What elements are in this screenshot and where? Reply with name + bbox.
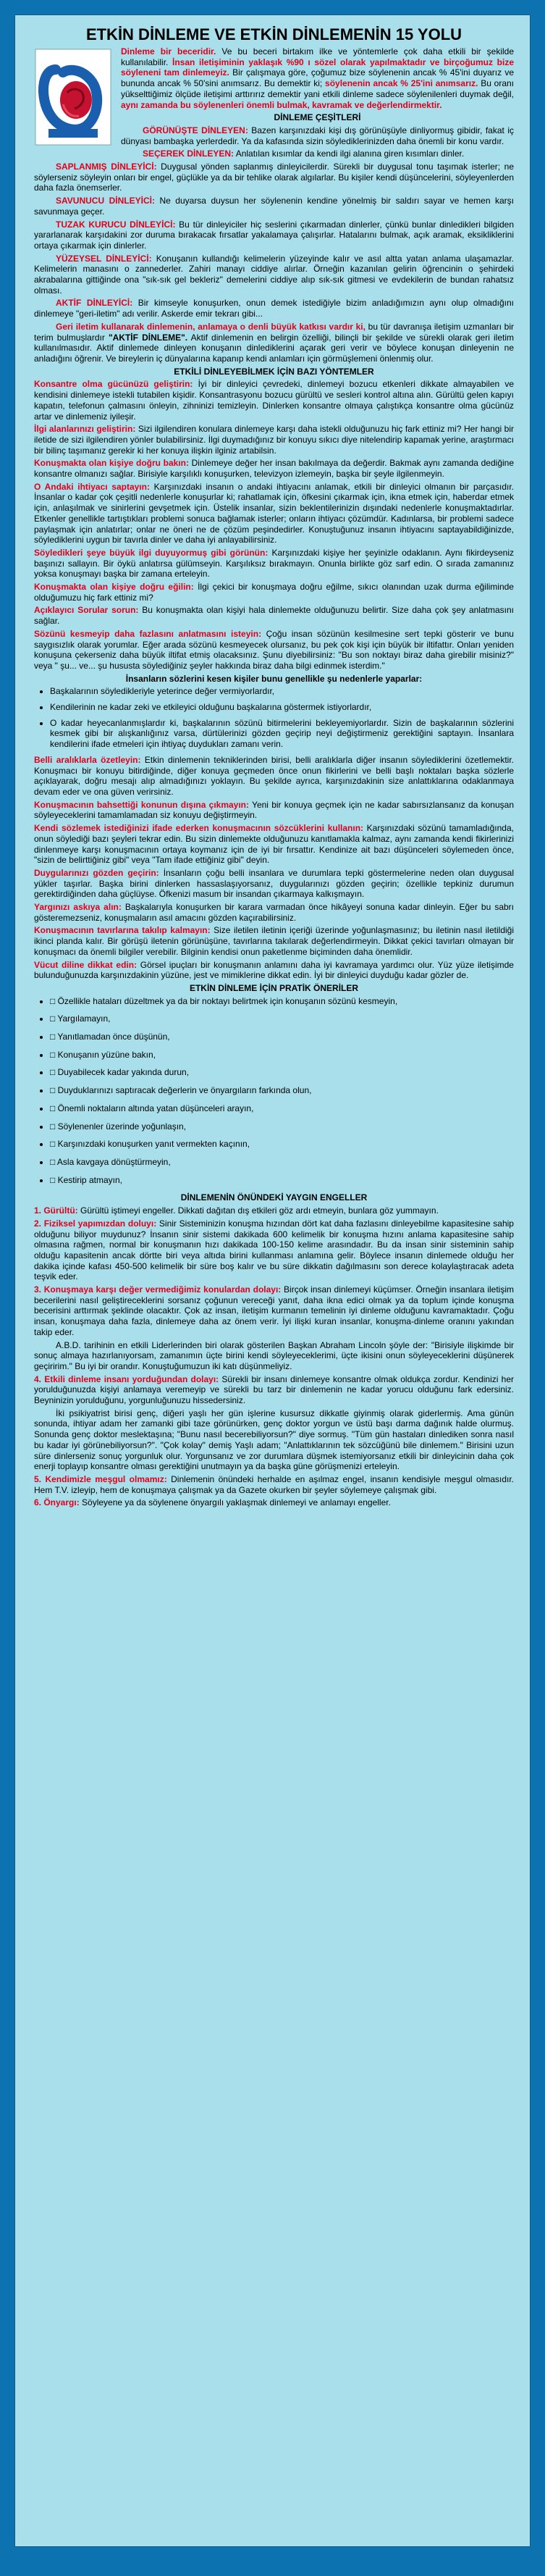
types-item: AKTİF DİNLEYİCİ: Bir kimseyle konuşurken, onun demek istediğiyle bizim anladığımızın aynı olup olmadığını dinlemeye "geri-iletim" adı verilir. Askerde emir tekrarı gibi... <box>34 298 514 319</box>
skills-item: Duygularınızı gözden geçirin: İnsanların çoğu belli insanlara ve durumlara tepki göstermelerine neden olan duygusal yükler taşırlar. Başka birini dinlerken hassaslaşıyorsanız, duygularınızı gözden geçirin; özellikle tepkiniz durumun gerektirdiğinden daha güçlüyse. Öfkenizi masum bir insandan çıkarmaya kalkışmayın. <box>34 867 514 900</box>
methods-heading: ETKİLİ DİNLEYEBİLMEK İÇİN BAZI YÖNTEMLER <box>174 366 374 377</box>
tips-list-item: • □ Karşınızdaki konuşurken yanıt vermekten kaçının, <box>50 1139 514 1150</box>
types-item: SAPLANMIŞ DİNLEYİCİ: Duygusal yönden saplanmış dinleyicilerdir. Sürekli bir duygusal tonu taşımak isterler; ne söylerseniz söyleyin onları bir engel, güçlükle ya da bir tehlike olarak algılarlar. Bu kişiler kendi düşüncelerini, söyleyenlerden daha fazla önemserler. <box>34 162 514 193</box>
skills-item: Vücut diline dikkat edin: Görsel ipuçları bir konuşmanın anlamını daha iyi kavramaya yardımcı olur. Yüz yüze iletişimde bulunduğunuzda karşınızdakinin yüzüne, jest ve mimiklerine dikkat edin. İyi bir dinleyici duyduğu kadar gözler de. <box>34 959 514 981</box>
tips-list <box>34 996 514 1186</box>
barriers-list <box>34 686 514 750</box>
page-title: ETKİN DİNLEME VE ETKİN DİNLEMENİN 15 YOLU <box>85 25 462 43</box>
methods-section <box>34 379 514 671</box>
types-item: TUZAK KURUCU DİNLEYİCİ: Bu tür dinleyiciler hiç seslerini çıkarmadan dinlerler, çünkü bunlar dinledikleri bilgiden yararlanarak karşıdakini zor duruma bırakacak fırsatlar yakalamaya çalışırlar. Hatalarını bulmak, açık aramak, eksikliklerini ortaya çıkarmak için dinlerler. <box>34 219 515 251</box>
tips-list-item: • □ Asla kavgaya dönüştürmeyin, <box>50 1157 514 1168</box>
obstacles-item: 4. Etkili dinleme insanı yorduğundan dolayı: Sürekli bir insanı dinlemeye konsantre olmak oldukça zordur. Kendinizi her yorulduğunuzda kişiyi anlamaya veremeyip ve sürekli bu tarz bir dinlemenin ne kadar yorucu olduğunu fark edersiniz. Beyninizin yorulduğunu, yorgunluğunuzu hissedersiniz. <box>34 1373 514 1406</box>
barriers-list-item: • O kadar heyecanlanmışlardır ki, başkalarının sözünü bitirmelerini bekleyemiyorlardır. Sizin de başkalarının sözlerini kesmek gibi bir alışkanlığınız varsa, dürtülerinizi gözden geçirip neyi değiştirmeniz gerektiğini saptayın. İnsanlara kendilerini ifade etmeleri için ihtiyaç duydukları zamanı verin. <box>50 718 514 750</box>
feedback-paragraph: Geri iletim kullanarak dinlemenin, anlamaya o denli büyük katkısı vardır ki, bu tür davranışa iletişim uzmanları bir terim bulmuşlardır "AKTİF DİNLEME". Aktif dinlemenin en belirgin özelliği, bilinçli bir şekilde ve sürekli olarak geri iletim kullanılmasıdır. Aktif dinlemede dinleyen konuşanın dinlediklerini açarak geri verir ve böylece konuşan dinleyenin ne anladığını öğrenir. Ve bireylerin iç dünyalarına kapanıp kendi anlamları için görmüşlemeni önlenmiş olur. <box>34 321 514 364</box>
obstacles-item: 1. Gürültü: Gürültü iştimeyi engeller. Dikkati dağıtan dış etkileri göz ardı etmeyin, bunlara göz yummayın. <box>34 1205 439 1216</box>
obstacles-section <box>34 1205 514 1508</box>
skills-section <box>34 755 514 981</box>
methods-item: Söyledikleri şeye büyük ilgi duyuyormuş gibi görünün: Karşınızdaki kişiye her şeyinizle odaklanın. Aynı fikirdeyseniz başınızı sallayın. Bir öykü anlatırsa gülümseyin. Karşılıksız bırakmayın. Onunla birlikte göz sarf edin. O sırada zamanınız yoksa konuşmayı başka bir zamana erteleyin. <box>34 547 514 580</box>
types-item: SAVUNUCU DİNLEYİCİ: Ne duyarsa duysun her söylenenin kendine yönelmiş bir saldırı sayar ve hemen karşı savunmaya geçer. <box>34 196 514 217</box>
types-item: SEÇEREK DİNLEYEN: Anlatılan kısımlar da kendi ilgi alanına giren kısımları dinler. <box>143 149 465 159</box>
ear-logo <box>34 48 112 146</box>
methods-item: Açıklayıcı Sorular sorun: Bu konuşmakta olan kişiyi hala dinlemekte olduğunuzu belirtir. Size daha çok şey anlatmasını sağlar. <box>34 605 514 627</box>
tips-heading: ETKİN DİNLEME İÇİN PRATİK ÖNERİLER <box>189 982 359 993</box>
methods-item: Konsantre olma gücünüzü geliştirin: İyi bir dinleyici çevredeki, dinlemeyi bozucu etkenleri dikkate almayabilen ve kendisini dinlemeye istekli tutabilen kişidir. Konsantrasyonu bozucu gürültü ve sesleri kontrol altına alın. Gürültü gelen kapıyı kapatın, telefonun çalmasını önleyin, zihninizi temizleyin. Dinlerken konsantre olmaya çalıştıkça konsantre olma gücünüz artar ve dinlemeniz iyileşir. <box>34 379 515 422</box>
barriers-list-item: • Kendilerinin ne kadar zeki ve etkileyici olduğunu başkalarına göstermek istiyorlardır, <box>50 702 514 713</box>
tips-list-item: • □ Kestirip atmayın, <box>50 1175 514 1186</box>
methods-item: Konuşmakta olan kişiye doğru eğilin: İlgi çekici bir konuşmaya doğru eğilme, sıkıcı olanından uzak durma eğiliminde olduğumuzu hiç fark ettiniz mi? <box>34 582 514 603</box>
tips-list-item: • □ Yargılamayın, <box>50 1013 514 1024</box>
methods-item: O Andaki ihtiyacı saptayın: Karşınızdaki insanın o andaki ihtiyacını anlamak, etkili bir dinleyici olmanın bir parçasıdır. İnsanlar o kadar çok çeşitli nedenlerle konuşurlar ki; rahatlamak için, öfkesini çıkarmak için, ikna etmek için, haberdar etmek için, anlaşılmak ve sinirlerini gevşetmek için. Üstelik insanlar, sizin beklentilerinizin dışındaki nedenlerle konuşmaktadırlar. Etkenler genellikle tartıştıkları problemi sonuca bağlamak isterler; onların ihtiyacı çözümdür. Kadınlarsa, bir problemi sadece paylaşmak için anlatırlar; onlar ne öneri ne de çözüm peşindedirler. Konuştuğunuz insanın ihtiyacını saptayabildiğinizde, söylediklerini uygun bir tavırla dinler ve daha iyi anlayabilirsiniz. <box>34 481 514 545</box>
obstacles-item: İki psikiyatrist birisi genç, diğeri yaşlı her gün işlerine kusursuz dikkatle giyinmiş olarak giderlermiş. Ama günün sonunda, ihtiyar adam her zamanki gibi taze görünürken, genç doktor yorgun ve üstü başı darma dağınık halde olurmuş. Sonunda genç doktor meslektaşına; "Bunu nasıl becerebiliyorsun?" diye sormuş. "Tüm gün hastaları dinlediken sonra nasıl bu kadar iyi görünebiliyorsun?". "Çok kolay" demiş Yaşlı adam; "Anlattıklarının tek sözcüğünü bile dinlemem." Birisini uzun süre dinlerseniz sonuç yorgunluk olur. Yorgunsanız ve zor durumlara düşmek istemiyorsanız etkili bir dinleyicinin daha çok enerji toplayıp konsantre olması gerektiğini unutmayın ya da başka güne görüşmenizi erteleyin. <box>34 1408 514 1472</box>
tips-list-item: • □ Konuşanın yüzüne bakın, <box>50 1050 514 1061</box>
barriers-heading: İnsanların sözlerini kesen kişiler bunu genellikle şu nedenlerle yaparlar: <box>125 673 423 684</box>
obstacles-heading: DİNLEMENİN ÖNÜNDEKİ YAYGIN ENGELLER <box>180 1192 368 1203</box>
skills-item: Konuşmacının tavırlarına takılıp kalmayın: Size iletilen iletinin içeriği üzerinde yoğunlaşmasınız; bu iletinin nasıl iletildiği ikinci planda kalır. Bir görüşü iletenin görünüşüne, tavırlarına takılarak değerlendirmeyin. Dikkat çekici tavırları olmayan bir konuşmacı da önemli bilgiler verebilir. Bilginin kendisi onun paketlenme biçiminden daha önemlidir. <box>34 925 514 957</box>
obstacles-item: 5. Kendimizle meşgul olmamız: Dinlemenin önündeki herhalde en aşılmaz engel, insanın kendisiyle meşgul olmasıdır. Hem T.V. izleyip, hem de konuşmaya çalışmak ya da Gazete okurken bir şeyler söylemeye çalışmak gibi. <box>34 1473 515 1495</box>
intro-paragraph: Dinleme bir beceridir. Ve bu beceri birtakım ilke ve yöntemlerle çok daha etkili bir şekilde kullanılabilir. İnsan iletişiminin yaklaşık %90 ı sözel olarak yapılmaktadır ve birçoğumuz bize söyleneni tam dinlemeyiz. Bir çalışmaya göre, çoğumuz bize söylenenin ancak % 45'ini duyarız ve bununda ancak % 50'sini anımsarız. Bu demektir ki; söylenenin ancak % 25'ini anımsarız. Bu oranı yükselttiğimiz ölçüde iletişimi arttırırız demektir yani etkili dinleme sadece söylenilenleri duymak değil, aynı zamanda bu söylenenleri önemli bulmak, kavramak ve değerlendirmektir. <box>121 46 515 110</box>
tips-list-item: • □ Önemli noktaların altında yatan düşünceleri arayın, <box>50 1103 514 1114</box>
obstacles-item: 2. Fiziksel yapımızdan doluyı: Sinir Sisteminizin konuşma hızından dört kat daha fazlasını dinleyebilme kapasitesine sahip olduğunu biliyor muydunuz? İnsanın sinir sistemi dakikada 600 kelimelik bir konuşma hızını anlama kapasitesine sahip olmasına rağmen, normal bir konuşmanın hızı dakikada 100-150 kelime arasındadır. Bu da insan sinir sisteminin sahip olduğu kapasitenin ancak dörtte biri veya altıda birini kullanması anlamına gelir. Böylece insanın dinlemede olduğu her dakika içinde kafası 450-500 kelimelik bir süre boş kalır ve bu süre dikkatin dağılmasını son derece kolaylaştıracak adeta teşvik eder. <box>34 1218 514 1282</box>
tips-list-item: • □ Duyabilecek kadar yakında durun, <box>50 1067 514 1078</box>
types-item: YÜZEYSEL DİNLEYİCİ: Konuşanın kullandığı kelimelerin yüzeyinde kalır ve asıl altta yatan anlama ulaşamazlar. Kelimelerin manasını o zannederler. Zahiri manayı ciddiye alırlar. Örneğin kazanılan gelirin öğrencinin o şehirdeki akrabalarına gittiğinde ona "sık-sık gel bekleriz" demelerini ciddiye alıp sık-sık gitmesi ve evdekilerin de bundan rahatsız olması. <box>34 253 515 296</box>
obstacles-item: 6. Önyargı: Söyleyene ya da söylenene önyargılı yaklaşmak dinlemeyi ve anlamayı engeller. <box>34 1497 391 1508</box>
methods-item: Konuşmakta olan kişiye doğru bakın: Dinlemeye değer her insan bakılmaya da değerdir. Bakmak aynı zamanda dediğine konsantre olmanızı sağlar. Birisiyle karşılıklı konuşurken, televizyon izlemeyin, başka bir şeyle ilgilenmeyin. <box>34 458 514 480</box>
skills-item: Kendi sözlemek istediğinizi ifade ederken konuşmacının sözcüklerini kullanın: Karşınızdaki sözünü tamamladığında, onun söylediği bazı şeyleri tekrar edin. Bu sizin dinlemekte olduğunuzu kanıtlamakla kalmaz, aynı zamanda kendi fikirlerinizi dinlenmeye karşı konuşmacının ortaya koymanız için de iyi bir fırsattır. Kendinize ait bazı düşünceleri söylemeden önce, "sizin de belirttiğiniz gibi" veya "Tam ifade ettiğiniz gibi" deyin. <box>34 823 514 866</box>
types-heading: DİNLEME ÇEŞİTLERİ <box>274 112 361 123</box>
methods-item: İlgi alanlarınızı geliştirin: Sizi ilgilendiren konulara dinlemeye karşı daha istekli olduğunuzu hiç fark ettiniz mi? Her hangi bir iletide de sizi ilgilendiren yönler bulabilirsiniz. İlgi duymadığınız bir konuyu sıkıcı diye nitelendirip kapamak yerine, araştırmacı bir bilinç taşımanız gerekir ki her konuya ilişkin ilginiz artabilsin. <box>34 424 515 456</box>
types-section <box>34 125 514 319</box>
methods-item: Sözünü kesmeyip daha fazlasını anlatmasını isteyin: Çoğu insan sözünün kesilmesine sert tepki gösterir ve bunu saygısızlık olarak yorumlar. Eğer arada sözünü kesmeyecek olursanız, bu pek çok kişi için büyük bir iltifattır. Onları yeniden konuşuna çekerseniz daha büyük iltifat etmiş olacaksınız. Şunu diyebilirsiniz: "Bu son noktayı biraz daha girebilir misiniz?" veya " şu... ve... şu hususta söylediğiniz şeyler hakkında biraz daha bilgi edinmek isterdim." <box>34 628 514 671</box>
tips-list-item: • □ Söylenenler üzerinde yoğunlaşın, <box>50 1121 514 1132</box>
tips-list-item: • □ Duyduklarınızı saptıracak değerlerin ve önyargıların farkında olun, <box>50 1085 514 1096</box>
types-item: GÖRÜNÜŞTE DİNLEYEN: Bazen karşınızdaki kişi dış görünüşüyle dinliyormuş gibidir, fakat iç dünyası bambaşka yerlerdedir. Ya da kafasında sizin söylediklerinizden daha önemli bir konu vardır. <box>121 125 514 146</box>
barriers-list-item: • Başkalarının söyledikleriyle yeterince değer vermiyorlardır, <box>50 686 514 697</box>
skills-item: Yargınızı askıya alın: Başkalarıyla konuşurken bir karara varmadan önce hikâyeyi sonuna kadar dinleyin. Eğer bu sabrı gösteremezseniz, konuşmaların asıl amacını gözden kaçırabilirsiniz. <box>34 902 514 923</box>
skills-item: Konuşmacının bahsettiği konunun dışına çıkmayın: Yeni bir konuya geçmek için ne kadar sabırsızlansanız da konuşan söyleyeceklerini tamamlamadan siz konuyu değiştirmeyin. <box>34 799 514 821</box>
tips-list-item: • □ Özellikle hataları düzeltmek ya da bir noktayı belirtmek için konuşanın sözünü kesmeyin, <box>50 996 514 1007</box>
document-page <box>14 14 531 2547</box>
obstacles-item: A.B.D. tarihinin en etkili Liderlerinden biri olarak gösterilen Başkan Abraham Lincoln şöyle der: "Birisiyle ilişkimde bir sonuç almaya hazırlanıyorsam, zamanımın üçte birini kendi söyleyeceklerimi, üçte ikisini onun söyleyeceklerini düşünerek geçiririm." Bu iyi bir orandır. Konuştuğumuzun iki katı düşünmeliyiz. <box>34 1339 514 1371</box>
skills-item: Belli aralıklarla özetleyin: Etkin dinlemenin tekniklerinden birisi, belli aralıklarla diğer insanın söylediklerini özetlemektir. Konuşmacı bir konuyu bitirdiğinde, diğer konuya geçmeden önce onun fikirlerini ve belli başlı noktaları başka sözlerle açıklayarak, doğru mesajı alıp almadığınızı yoklayın. Bu şekilde ayrıca, karşınızdakinin size anlattıklarına odaklanmaya devam eder ve ona güven verirsiniz. <box>34 754 514 797</box>
obstacles-item: 3. Konuşmaya karşı değer vermediğimiz konulardan dolayı: Birçok insan dinlemeyi küçümser. Örneğin insanlara iletişim becerilerini nasıl geliştireceklerini sorsanız çoğunun vereceği yanıt, daha ikna edici olmak ya da toplum içinde konuşma becerisini arttırmak şeklinde olacaktır. Çok az insan, iletişim kurmanın temelinin iyi dinleme olduğunu kavramaktadır. Çoğu insan, konuşmaya daha fazla, dinlemeye daha az önem verir. İyi ilişki kuran insanlar, konuşma-dinleme oranını yakından takip eder. <box>34 1284 514 1337</box>
tips-list-item: • □ Yanıtlamadan önce düşünün, <box>50 1032 514 1042</box>
